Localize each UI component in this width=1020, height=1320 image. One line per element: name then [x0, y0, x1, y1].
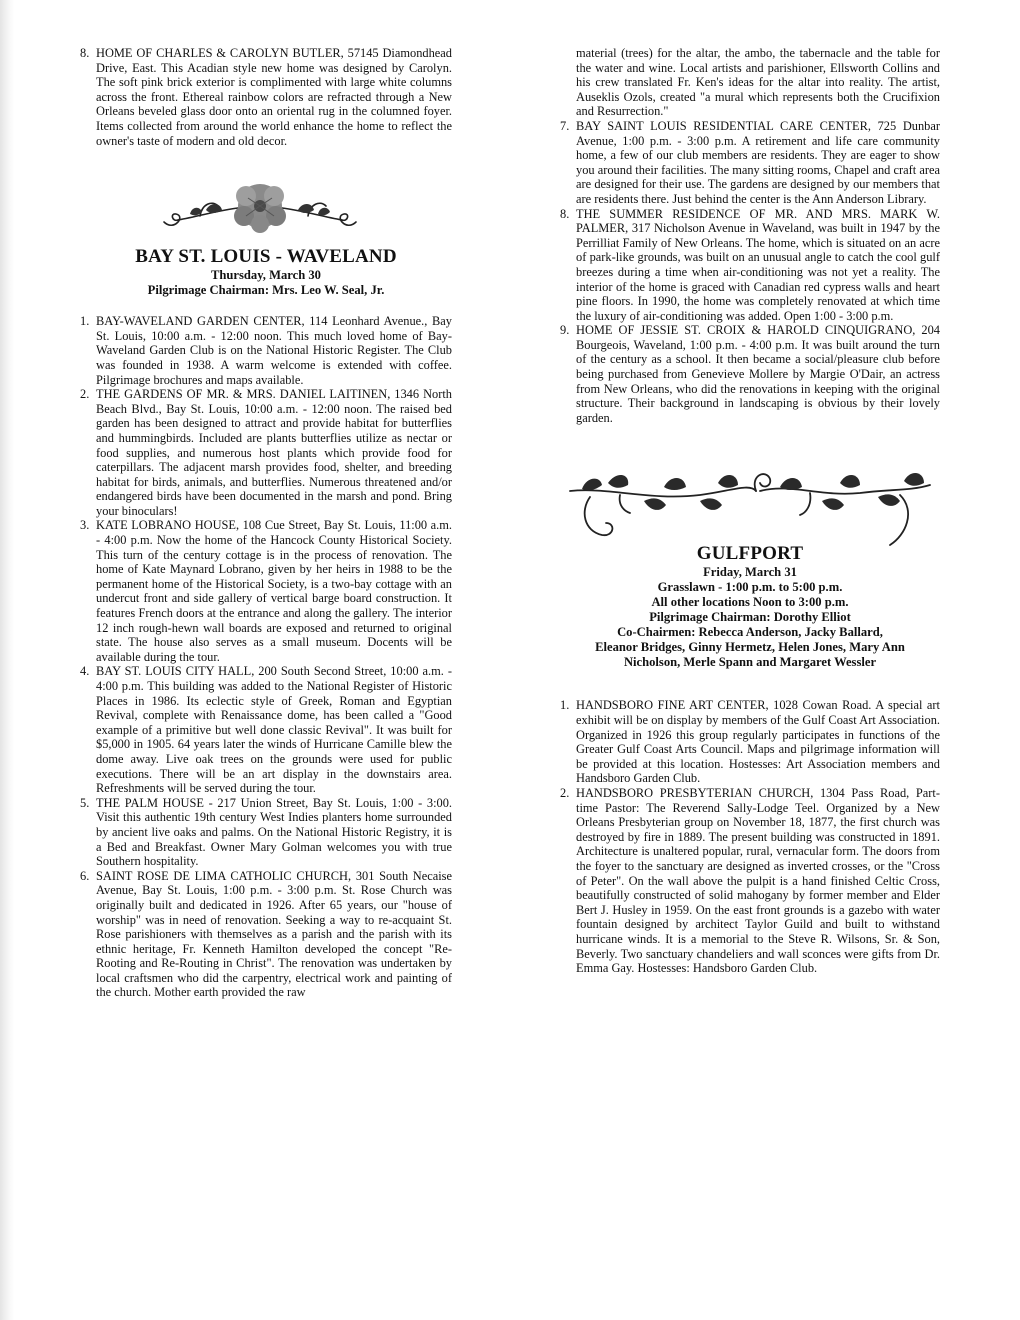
list-item	[560, 207, 940, 324]
list-item	[80, 869, 452, 1000]
entry-number: 1.	[560, 698, 570, 713]
list-item	[560, 323, 940, 425]
entry-text: THE SUMMER RESIDENCE OF MR. AND MRS. MARK W. PALMER, 317 Nicholson Avenue in Waveland, was built in 1947 by the Perrilliat Family of New Orleans. The home, which is situated on an acre of park-like grounds, was built on an unusual angle to catch the cool gulf breezes during a time when air-conditioning was not yet a reality. The interior of the home is graced with Canadian red cypress walls and heart pine floors. In 1990, the home was completely renovated at which time the luxury of air-conditioning was added. Open 1:00 - 3:00 p.m.	[576, 206, 940, 323]
section-chairman: Pilgrimage Chairman: Mrs. Leo W. Seal, Jr.	[147, 283, 385, 298]
entry-number: 6.	[80, 868, 90, 883]
right-column	[560, 46, 940, 976]
entry-text: SAINT ROSE DE LIMA CATHOLIC CHURCH, 301 South Necaise Avenue, Bay St. Louis, 1:00 p.m. - 3:00 p.m. St. Rose Church was originally built and dedicated in 1926. After 65 years, our "house of worship" was in need of renovation. Seeking a way to re-acquaint St. Rose parishioners with themselves as a parish and the parish with its ethnic heritage, Fr. Kenneth Hamilton developed the concept "Re-Rooting and Re-Routing in Christ". The renovation was undertaken by local craftsmen who did the carpentry, electrical work and painting of the church. Mother earth provided the raw	[96, 868, 452, 1000]
entry-number: 1.	[80, 314, 90, 329]
entry-text: THE PALM HOUSE - 217 Union Street, Bay St. Louis, 1:00 - 3:00. Visit this authentic 19th century West Indies planters home surrounded by ancient live oaks and palms. On the National Historic Registry, it is a Bed and Breakfast. Owner Mary Golman welcomes you with true Southern hospitality.	[96, 795, 452, 869]
section-title: BAY ST. LOUIS - WAVELAND	[135, 246, 397, 268]
list-item	[80, 518, 452, 664]
entry-text: HANDSBORO FINE ART CENTER, 1028 Cowan Road. A special art exhibit will be on display by members of the Gulf Coast Art Association. Organized in 1926 this group regularly participates in functions of the Greater Gulf Coast Arts Council. Maps and pilgrimage information will be provided at this location. Hostesses: Art Association members and Handsboro Garden Club.	[576, 698, 940, 786]
entry-number: 5.	[80, 795, 90, 810]
other-locations-hours: All other locations Noon to 3:00 p.m.	[651, 595, 849, 610]
entry-text: HOME OF JESSIE ST. CROIX & HAROLD CINQUIGRANO, 204 Bourgeois, Waveland, 1:00 p.m. - 4:00 p.m. It was built around the turn of the century as a school. It then became a social/pleasure club before being purchased from Genevieve Mollere by Margie O'Dair, an actress from New Orleans, who did the renovations in keeping with the original structure. Their background in landscaping is obvious by their lovely garden.	[576, 323, 940, 425]
bay-st-louis-section-header	[80, 246, 452, 298]
entry-number: 9.	[560, 323, 570, 338]
continued-text: material (trees) for the altar, the ambo, the tabernacle and the table for the water and wine. Local artists and parishioner, Ellsworth Collins and his crew translated Fr. Ken's ideas for the altar into reality. The artist, Auseklis Ozols, created "a mural which represents both the Crucifixion and Resurrection."	[576, 46, 940, 119]
entry-text: BAY SAINT LOUIS RESIDENTIAL CARE CENTER, 725 Dunbar Avenue, 1:00 p.m. - 3:00 p.m. A retirement and life care community home, a few of our club members are residents. They are eager to show you around their facilities. The many sitting rooms, Chapel and craft area are designed for their use. The gardens are designed by our members that are residents there. Just behind the center is the Ann Anderson Library.	[576, 118, 940, 206]
section-title: GULFPORT	[696, 543, 804, 565]
entry-number: 8.	[80, 46, 90, 60]
page-edge-shadow	[0, 0, 14, 1320]
gulfport-section-header	[560, 543, 940, 670]
cochairmen-line: Nicholson, Merle Spann and Margaret Wessler	[623, 655, 877, 670]
flower-vine-ornament-icon	[160, 176, 360, 240]
entry-number: 4.	[80, 664, 90, 679]
cochairmen-line: Co-Chairmen: Rebecca Anderson, Jacky Ballard,	[617, 625, 883, 640]
entry-number: 3.	[80, 518, 90, 533]
entry-text: KATE LOBRANO HOUSE, 108 Cue Street, Bay St. Louis, 11:00 a.m. - 4:00 p.m. Now the home of the Hancock County Historical Society. This turn of the century cottage is in the process of renovation. The home of Kate Maynard Lobrano, given by her heirs in 1988 to be the permanent home of the Historical Society, is a two-bay cottage with an undercut front and side gallery of vertical barge board construction. It features French doors at the entrance and along the gallery. The interior 12 inch rough-hewn wall boards are exposed and returned to original state. The house also serves as a small museum. Docents will be available during the tour.	[96, 518, 452, 664]
cochairmen-line: Eleanor Bridges, Ginny Hermetz, Helen Jones, Mary Ann	[595, 640, 905, 655]
entry-number: 8.	[560, 206, 570, 221]
list-item	[80, 796, 452, 869]
entry-text: BAY ST. LOUIS CITY HALL, 200 South Second Street, 10:00 a.m. - 4:00 p.m. This building was added to the National Register of Historic Places in 1986. Its eclectic style of Greek, Roman and Egyptian Revival, complete with Renaissance dome, has been called a "Good example of a primitive but well done classic Revival". It was built for $5,000 in 1905. 64 years later the winds of Hurricane Camille blew the dome away. Live oak trees on the grounds were used for public executions. There will be an art display in the downstairs area. Refreshments will be served during the tour.	[96, 664, 452, 796]
entry-number: 2.	[560, 786, 570, 800]
entry-butler-home	[80, 46, 452, 148]
left-column	[80, 46, 452, 1000]
list-item	[80, 314, 452, 387]
entry-text: HOME OF CHARLES & CAROLYN BUTLER, 57145 Diamondhead Drive, East. This Acadian style new home was designed by Carolyn. The soft pink brick exterior is complimented with large white columns across the front. Ethereal rainbow colors are refracted through a New Orleans beveled glass door onto an oriental rug in the columned foyer. Items collected from around the world enhance the home to reflect the owner's taste of modern and old decor.	[96, 46, 452, 148]
list-item	[80, 664, 452, 795]
entry-number: 2.	[80, 387, 90, 402]
list-item	[80, 387, 452, 518]
list-item	[560, 119, 940, 207]
section-date: Thursday, March 30	[211, 268, 321, 283]
list-item	[560, 786, 940, 976]
entry-number: 7.	[560, 118, 570, 133]
section-date: Friday, March 31	[703, 565, 797, 580]
section-chairman: Pilgrimage Chairman: Dorothy Elliot	[649, 610, 851, 625]
entry-text: HANDSBORO PRESBYTERIAN CHURCH, 1304 Pass Road, Part-time Pastor: The Reverend Sally-Lodge Teel. Organized by a New Orleans Presbyterian group on November 18, 1877, the first church was destroyed by fire in 1889. The present building was constructed in 1891. Architecture is unaltered popular, rural, vernacular form. The doors from the foyer to the sanctuary are designed as inverted crosses, or the "Cross of Peter". On the wall above the pulpit is a hand finished Celtic Cross, beautifully constructed of solid mahogany by former member and Elder Bert J. Husley in 1959. On the east front grounds is a gazebo with water fountain designed by architect Taylor Guild and built to withstand hurricane winds. It is a memorial to the Steve R. Wilsons, Sr. & Son, Beverly. Two sanctuary chandeliers and wall sconces were gifts from Dr. Emma Gay. Hostesses: Handsboro Garden Club.	[576, 786, 940, 976]
list-item	[560, 698, 940, 786]
entry-text: THE GARDENS OF MR. & MRS. DANIEL LAITINEN, 1346 North Beach Blvd., Bay St. Louis, 10:00 a.m. - 12:00 noon. The raised bed garden has been designed to attract and provide habitat for butterflies and hummingbirds. Included are plants butterflies utilize as nectar or food supplies, and numerous host plants which provide food for caterpillars. The adjacent marsh provides food, shelter, and breeding habitat for birds, animals, and butterflies. Numerous threatened and/or endangered birds have been documented in the marsh and pond. Bring your binoculars!	[96, 387, 452, 518]
grasslawn-hours: Grasslawn - 1:00 p.m. to 5:00 p.m.	[657, 580, 843, 595]
entry-text: BAY-WAVELAND GARDEN CENTER, 114 Leonhard Avenue., Bay St. Louis, 10:00 a.m. - 12:00 noon. This much loved home of Bay-Waveland Garden Club is on the National Historic Register. The Club was founded in 1938. A warm welcome is extended with coffee. Pilgrimage brochures and maps available.	[96, 314, 452, 387]
